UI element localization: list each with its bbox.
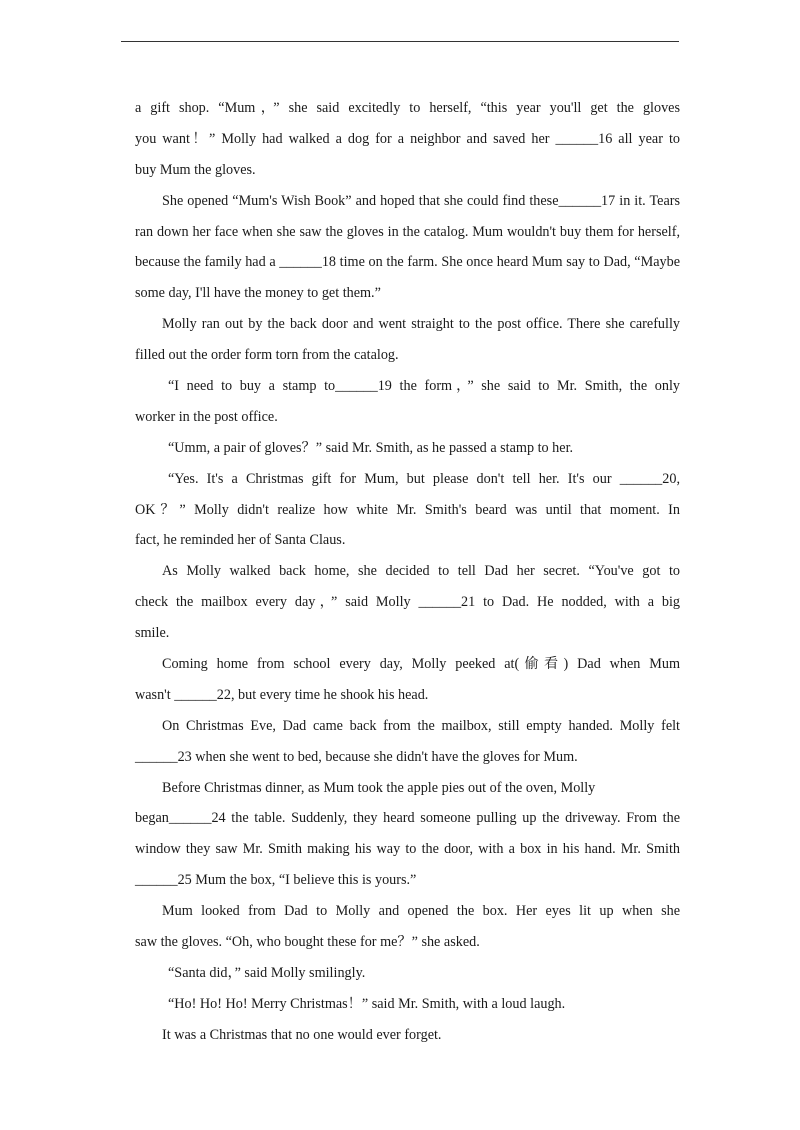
passage-line: Molly ran out by the back door and went straight to the post office. There she carefully bbox=[162, 316, 680, 333]
passage-line: “Yes. It's a Christmas gift for Mum, but please don't tell her. It's our ______20, bbox=[168, 470, 680, 487]
passage-line: worker in the post office. bbox=[135, 408, 278, 425]
passage-line: check the mailbox every day，” said Molly ______21 to Dad. He nodded, with a big bbox=[135, 594, 680, 611]
passage-line: It was a Christmas that no one would ever forget. bbox=[162, 1026, 442, 1043]
passage-line: Coming home from school every day, Molly peeked at(偷看) Dad when Mum bbox=[162, 656, 680, 673]
passage-line: ______25 Mum the box, “I believe this is yours.” bbox=[135, 872, 417, 889]
passage-line: window they saw Mr. Smith making his way to the door, with a box in his hand. Mr. Smith bbox=[135, 841, 680, 858]
passage-line: Before Christmas dinner, as Mum took the apple pies out of the oven, Molly bbox=[162, 779, 596, 796]
passage-line: On Christmas Eve, Dad came back from the mailbox, still empty handed. Molly felt bbox=[162, 717, 680, 734]
passage-line: “I need to buy a stamp to______19 the form，” she said to Mr. Smith, the only bbox=[168, 378, 680, 395]
passage-line: “Umm, a pair of gloves？” said Mr. Smith, as he passed a stamp to her. bbox=[168, 439, 574, 456]
passage-line: ran down her face when she saw the gloves in the catalog. Mum wouldn't buy them for herself, bbox=[135, 223, 680, 240]
passage-line: you want！” Molly had walked a dog for a neighbor and saved her ______16 all year to bbox=[135, 130, 680, 147]
passage-line: wasn't ______22, but every time he shook his head. bbox=[135, 686, 429, 703]
passage-line: began______24 the table. Suddenly, they heard someone pulling up the driveway. From the bbox=[135, 810, 680, 827]
passage-line: saw the gloves. “Oh, who bought these for me？” she asked. bbox=[135, 934, 480, 951]
passage-line: ______23 when she went to bed, because she didn't have the gloves for Mum. bbox=[135, 748, 578, 765]
passage-line: smile. bbox=[135, 625, 170, 642]
passage-line: because the family had a ______18 time on the farm. She once heard Mum say to Dad, “Maybe bbox=[135, 254, 680, 271]
passage-line: “Ho! Ho! Ho! Merry Christmas！” said Mr. Smith, with a loud laugh. bbox=[168, 995, 566, 1012]
passage-line: filled out the order form torn from the catalog. bbox=[135, 347, 399, 364]
passage-line: “Santa did，” said Molly smilingly. bbox=[168, 964, 366, 981]
passage-body bbox=[135, 93, 680, 1051]
header-rule bbox=[121, 41, 679, 42]
passage-line: buy Mum the gloves. bbox=[135, 161, 256, 178]
passage-line: some day, I'll have the money to get them.” bbox=[135, 285, 381, 302]
passage-line: She opened “Mum's Wish Book” and hoped that she could find these______17 in it. Tears bbox=[162, 192, 680, 209]
passage-line: Mum looked from Dad to Molly and opened the box. Her eyes lit up when she bbox=[162, 903, 680, 920]
passage-line: As Molly walked back home, she decided to tell Dad her secret. “You've got to bbox=[162, 563, 680, 580]
passage-line: a gift shop. “Mum，” she said excitedly to herself, “this year you'll get the gloves bbox=[135, 100, 680, 116]
passage-line: OK？” Molly didn't realize how white Mr. Smith's beard was until that moment. In bbox=[135, 501, 680, 518]
passage-line: fact, he reminded her of Santa Claus. bbox=[135, 532, 346, 549]
